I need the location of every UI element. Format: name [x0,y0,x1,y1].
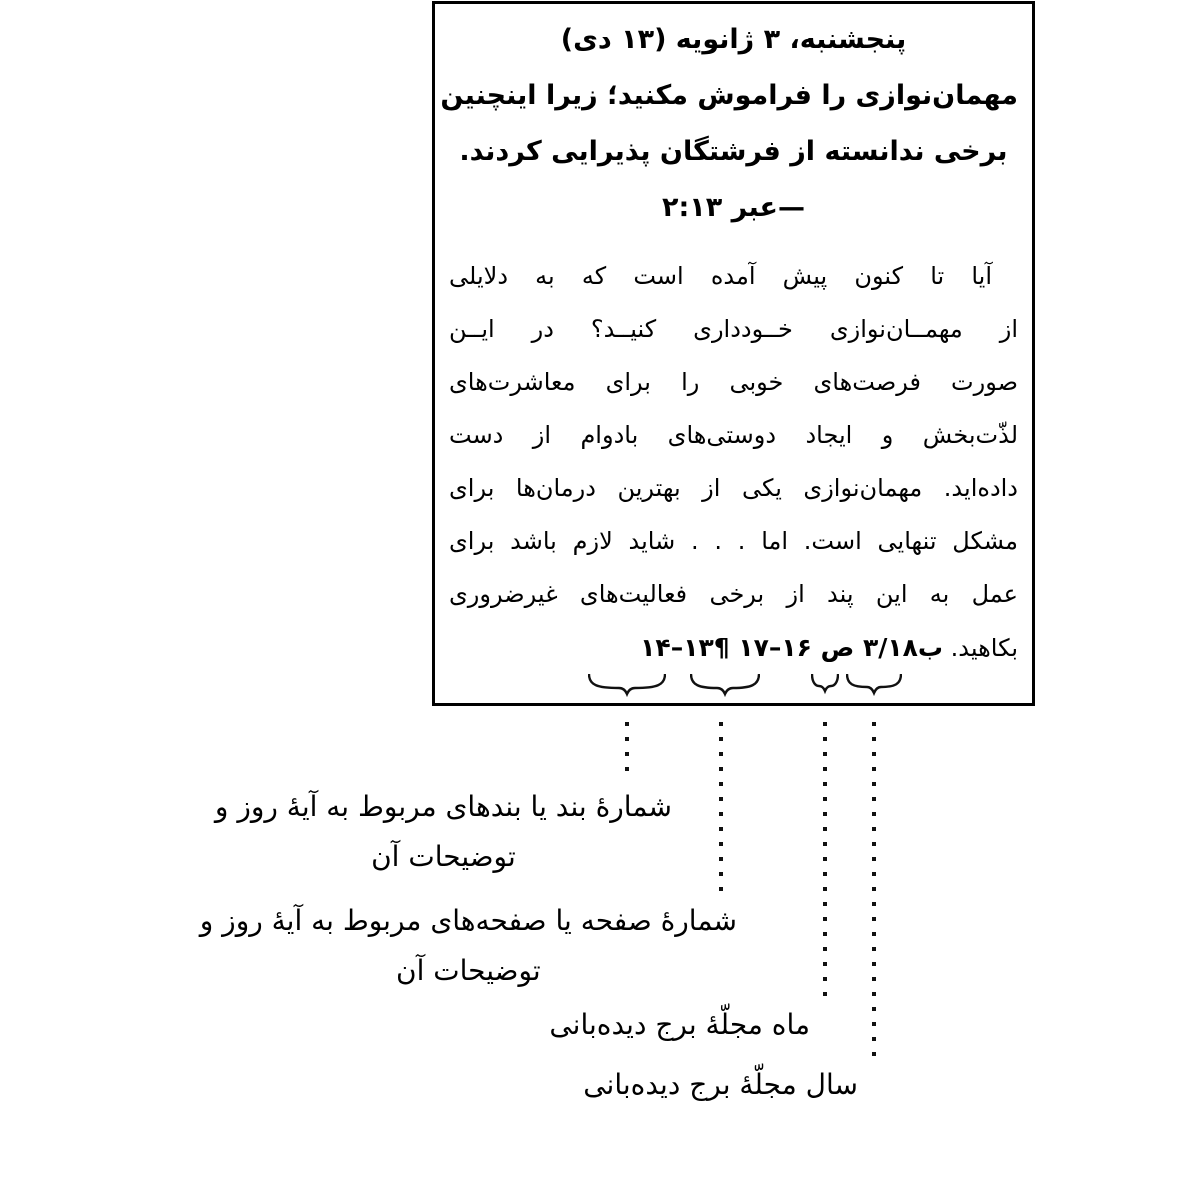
dotted-pointer-pages [719,722,723,894]
citation-line [449,621,1018,675]
body-line: عمل به این پند از برخی فعالیت‌های غیرضروری [449,580,1018,608]
label-paragraph-numbers [215,782,672,882]
label-text: شمارۀ صفحه یا صفحه‌های مربوط به آیۀ روز و [199,904,737,937]
body-line: مشکل تنهایی است. اما . . . شاید لازم باشد برای [449,527,1018,555]
dotted-pointer-paragraphs [625,722,629,780]
dotted-pointer-month [823,722,827,998]
watchtower-reference: ب۳/۱۸ ص ۱۶–۱۷ ¶۱۳–۱۴ [640,633,943,662]
label-text: توضیحات آن [396,954,541,987]
comment-paragraph [449,250,1018,675]
date-line: پنجشنبه، ۳ ژانویه (۱۳ دی) [560,24,907,55]
body-line: لذّت‌بخش و ایجاد دوستی‌های بادوام از دست [449,421,1018,449]
label-magazine-year: سال مجلّۀ برج دیده‌بانی [583,1068,858,1101]
label-text: توضیحات آن [371,840,516,873]
theme-scripture-line-1: مهمان‌نوازی را فراموش مکنید؛ زیرا اینچنین [440,80,1018,111]
label-page-numbers [200,896,737,996]
daily-text-box [432,1,1035,706]
body-line: داده‌اید. مهمان‌نوازی یکی از بهترین درمان‌ها برای [449,474,1018,502]
underbrace-paragraphs-icon [588,672,666,700]
citation-prefix: بکاهید. [950,634,1018,662]
scripture-citation: —عبر ۲:۱۳ [662,192,805,223]
underbrace-year-icon [846,672,902,700]
underbrace-month-icon [811,672,839,700]
dotted-pointer-year [872,722,876,1058]
label-text: شمارۀ بند یا بندهای مربوط به آیۀ روز و [214,790,672,823]
body-line: از مهمــان‌نوازی خــودداری کنیــد؟ در ایــن [449,315,1018,343]
theme-scripture-line-2: برخی ندانسته از فرشتگان پذیرایی کردند. [459,136,1008,167]
body-line: صورت فرصت‌های خوبی را برای معاشرت‌های [449,368,1018,396]
underbrace-pages-icon [690,672,760,700]
label-magazine-month: ماه مجلّۀ برج دیده‌بانی [549,1008,810,1041]
body-line: آیا تا کنون پیش آمده است که به دلایلی [449,262,992,290]
